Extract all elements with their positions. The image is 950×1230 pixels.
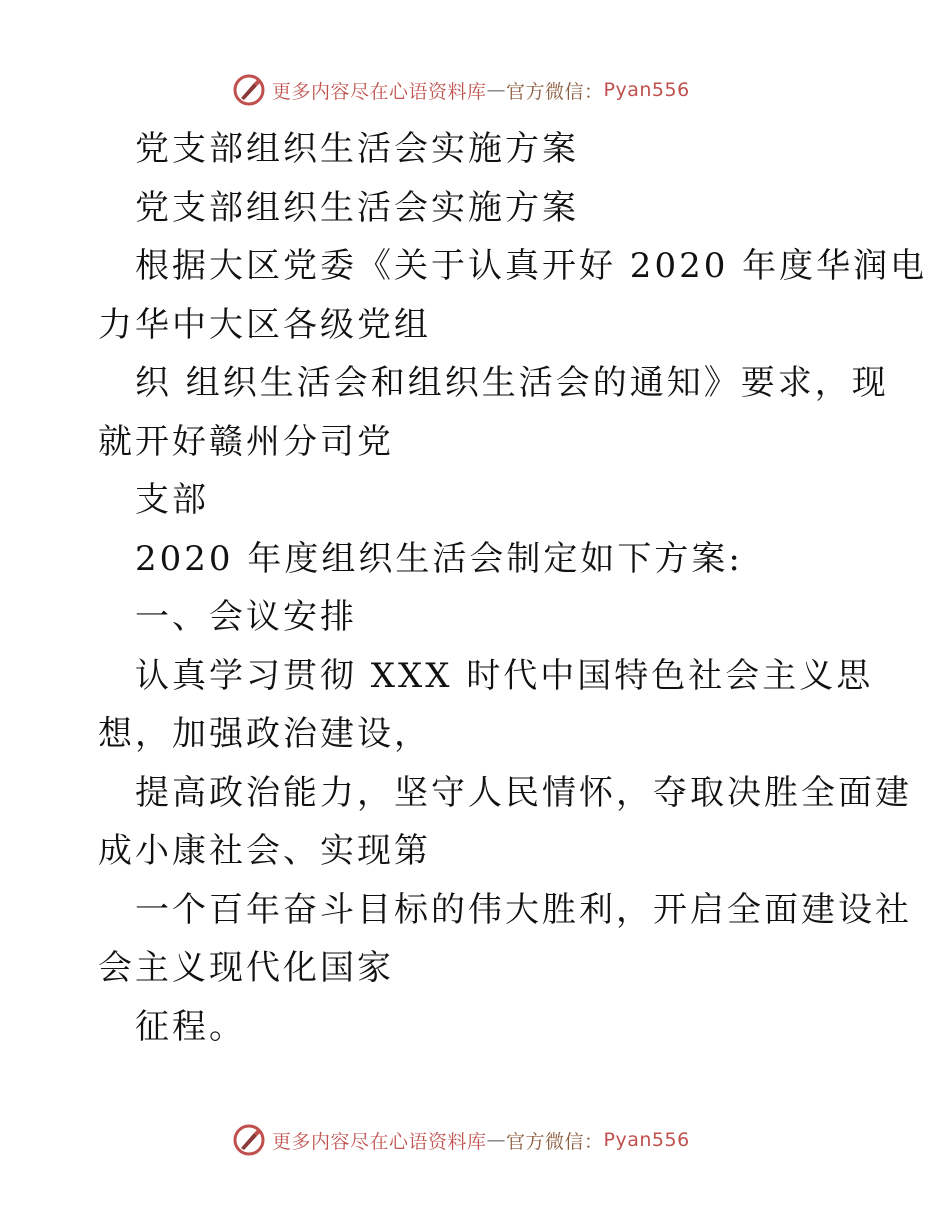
doc-line: 成小康社会、实现第 xyxy=(98,831,431,871)
doc-line: 想，加强政治建设， xyxy=(98,714,431,754)
doc-title: 党支部组织生活会实施方案 xyxy=(135,129,579,169)
document-body xyxy=(98,120,928,1056)
banner-wechat-id: Pyan556 xyxy=(603,79,690,101)
doc-line: 提高政治能力，坚守人民情怀，夺取决胜全面建 xyxy=(135,772,912,813)
doc-line: 征程。 xyxy=(135,1006,246,1047)
footer-banner[interactable] xyxy=(232,1120,752,1160)
doc-line: 会主义现代化国家 xyxy=(98,948,394,988)
banner-main-text: 更多内容尽在心语资料库 xyxy=(272,80,487,103)
banner-separator: — xyxy=(486,79,507,101)
doc-line: 就开好赣州分司党 xyxy=(98,421,394,462)
doc-line: 支部 xyxy=(135,480,209,520)
doc-line: 织 组织生活会和组织生活会的通知》要求，现 xyxy=(135,363,889,403)
doc-line: 2020 年度组织生活会制定如下方案: xyxy=(135,538,743,579)
doc-subtitle: 党支部组织生活会实施方案 xyxy=(135,187,579,228)
doc-line: 力华中大区各级党组 xyxy=(98,304,431,345)
doc-line: 根据大区党委《关于认真开好 2020 年度华润电 xyxy=(135,246,928,286)
pen-circle-logo-icon xyxy=(232,1123,266,1157)
pen-circle-logo-icon xyxy=(232,73,266,107)
banner-label: 官方微信： xyxy=(506,1130,604,1153)
banner-label: 官方微信： xyxy=(506,80,604,103)
doc-line: 认真学习贯彻 XXX 时代中国特色社会主义思 xyxy=(135,655,874,696)
banner-wechat-id: Pyan556 xyxy=(603,1129,690,1151)
banner-separator: — xyxy=(486,1129,507,1151)
section-heading: 一、会议安排 xyxy=(135,597,357,637)
doc-line: 一个百年奋斗目标的伟大胜利，开启全面建设社 xyxy=(135,889,912,930)
header-banner[interactable] xyxy=(232,70,752,110)
banner-main-text: 更多内容尽在心语资料库 xyxy=(272,1130,487,1153)
